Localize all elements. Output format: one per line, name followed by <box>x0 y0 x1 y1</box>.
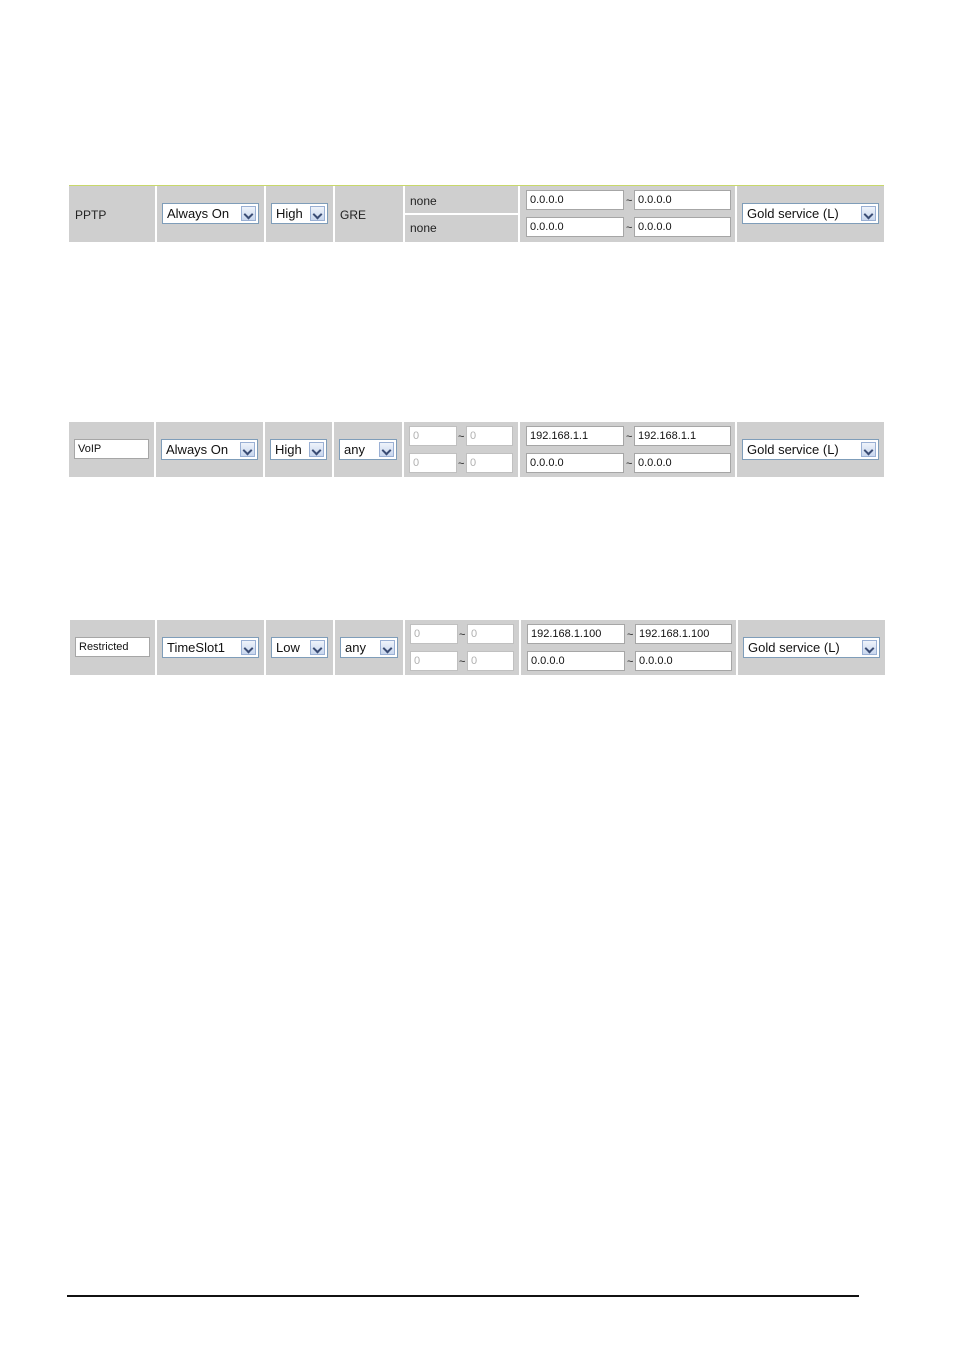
port-range-cell <box>405 620 519 675</box>
ip-range-2-to-input[interactable]: 0.0.0.0 <box>634 217 731 237</box>
range-separator: ~ <box>459 656 466 668</box>
port-range-1-from-input[interactable]: 0 <box>409 426 457 446</box>
schedule-select[interactable] <box>162 637 259 658</box>
protocol-cell <box>335 620 403 675</box>
ip-range-2-to-input[interactable]: 0.0.0.0 <box>634 453 731 473</box>
priority-select-value: High <box>275 442 302 457</box>
footer-rule <box>67 1295 859 1297</box>
port-range-2-from-input[interactable]: 0 <box>409 453 457 473</box>
service-class-select[interactable] <box>742 203 879 224</box>
port-range-2-from-input[interactable]: 0 <box>410 651 458 671</box>
ip-range-1-from-input[interactable]: 192.168.1.1 <box>526 426 624 446</box>
chevron-down-icon[interactable] <box>379 442 394 457</box>
priority-cell <box>265 422 332 477</box>
port-range-cell <box>404 422 518 477</box>
schedule-select[interactable] <box>161 439 258 460</box>
ip-range-cell <box>520 186 735 242</box>
service-class-cell <box>737 422 884 477</box>
port-range-2-label: none <box>410 221 437 235</box>
schedule-select-value: Always On <box>167 206 230 221</box>
range-separator: ~ <box>627 656 634 668</box>
ip-range-2-to-input[interactable]: 0.0.0.0 <box>635 651 732 671</box>
chevron-down-icon[interactable] <box>862 640 877 655</box>
port-range-1-from-input[interactable]: 0 <box>410 624 458 644</box>
service-name-input[interactable]: Restricted <box>75 637 150 657</box>
service-name-cell <box>69 422 154 477</box>
ip-range-1-to-input[interactable]: 192.168.1.1 <box>634 426 731 446</box>
port-range-1-to-input[interactable]: 0 <box>466 426 513 446</box>
range-separator: ~ <box>626 195 633 207</box>
port-range-1-label: none <box>410 194 437 208</box>
chevron-down-icon[interactable] <box>240 442 255 457</box>
protocol-select-value: any <box>344 442 365 457</box>
range-separator: ~ <box>458 458 465 470</box>
priority-select-value: Low <box>276 640 300 655</box>
port-range-2-cell <box>405 215 518 242</box>
priority-select[interactable] <box>271 203 328 224</box>
ip-range-2-from-input[interactable]: 0.0.0.0 <box>527 651 625 671</box>
port-range-2-to-input[interactable]: 0 <box>466 453 513 473</box>
service-name-input[interactable]: VoIP <box>74 439 149 459</box>
chevron-down-icon[interactable] <box>310 640 325 655</box>
range-separator: ~ <box>626 458 633 470</box>
protocol-cell <box>335 186 403 242</box>
priority-select-value: High <box>276 206 303 221</box>
protocol-cell <box>334 422 402 477</box>
qos-rule-row-pptp <box>69 185 884 242</box>
service-class-cell <box>738 620 885 675</box>
port-range-1-to-input[interactable]: 0 <box>467 624 514 644</box>
schedule-cell <box>157 620 264 675</box>
service-name-cell <box>69 186 155 242</box>
priority-select[interactable] <box>271 637 328 658</box>
protocol-select[interactable] <box>339 439 397 460</box>
chevron-down-icon[interactable] <box>310 206 325 221</box>
schedule-select-value: TimeSlot1 <box>167 640 226 655</box>
ip-range-1-to-input[interactable]: 0.0.0.0 <box>634 190 731 210</box>
range-separator: ~ <box>459 629 466 641</box>
qos-rule-row-voip <box>69 422 884 477</box>
protocol-label: GRE <box>340 208 367 222</box>
qos-rule-row-restricted <box>70 620 885 675</box>
chevron-down-icon[interactable] <box>380 640 395 655</box>
service-class-cell <box>737 186 884 242</box>
ip-range-1-from-input[interactable]: 0.0.0.0 <box>526 190 624 210</box>
protocol-select-value: any <box>345 640 366 655</box>
port-range-1-cell <box>405 186 518 213</box>
ip-range-1-from-input[interactable]: 192.168.1.100 <box>527 624 625 644</box>
ip-range-2-from-input[interactable]: 0.0.0.0 <box>526 453 624 473</box>
service-name-cell <box>70 620 155 675</box>
schedule-cell <box>156 422 263 477</box>
ip-range-1-to-input[interactable]: 192.168.1.100 <box>635 624 732 644</box>
schedule-select[interactable] <box>162 203 259 224</box>
range-separator: ~ <box>626 431 633 443</box>
range-separator: ~ <box>626 222 633 234</box>
priority-select[interactable] <box>270 439 327 460</box>
service-class-select-value: Gold service (L) <box>747 442 839 457</box>
port-range-2-to-input[interactable]: 0 <box>467 651 514 671</box>
chevron-down-icon[interactable] <box>861 442 876 457</box>
service-class-select[interactable] <box>743 637 880 658</box>
service-name-label: PPTP <box>75 208 107 222</box>
priority-cell <box>266 186 333 242</box>
ip-range-cell <box>520 422 735 477</box>
protocol-select[interactable] <box>340 637 398 658</box>
schedule-cell <box>157 186 264 242</box>
priority-cell <box>266 620 333 675</box>
ip-range-2-from-input[interactable]: 0.0.0.0 <box>526 217 624 237</box>
chevron-down-icon[interactable] <box>241 206 256 221</box>
service-class-select[interactable] <box>742 439 879 460</box>
chevron-down-icon[interactable] <box>309 442 324 457</box>
ip-range-cell <box>521 620 736 675</box>
service-class-select-value: Gold service (L) <box>747 206 839 221</box>
chevron-down-icon[interactable] <box>861 206 876 221</box>
range-separator: ~ <box>458 431 465 443</box>
service-class-select-value: Gold service (L) <box>748 640 840 655</box>
schedule-select-value: Always On <box>166 442 229 457</box>
range-separator: ~ <box>627 629 634 641</box>
chevron-down-icon[interactable] <box>241 640 256 655</box>
